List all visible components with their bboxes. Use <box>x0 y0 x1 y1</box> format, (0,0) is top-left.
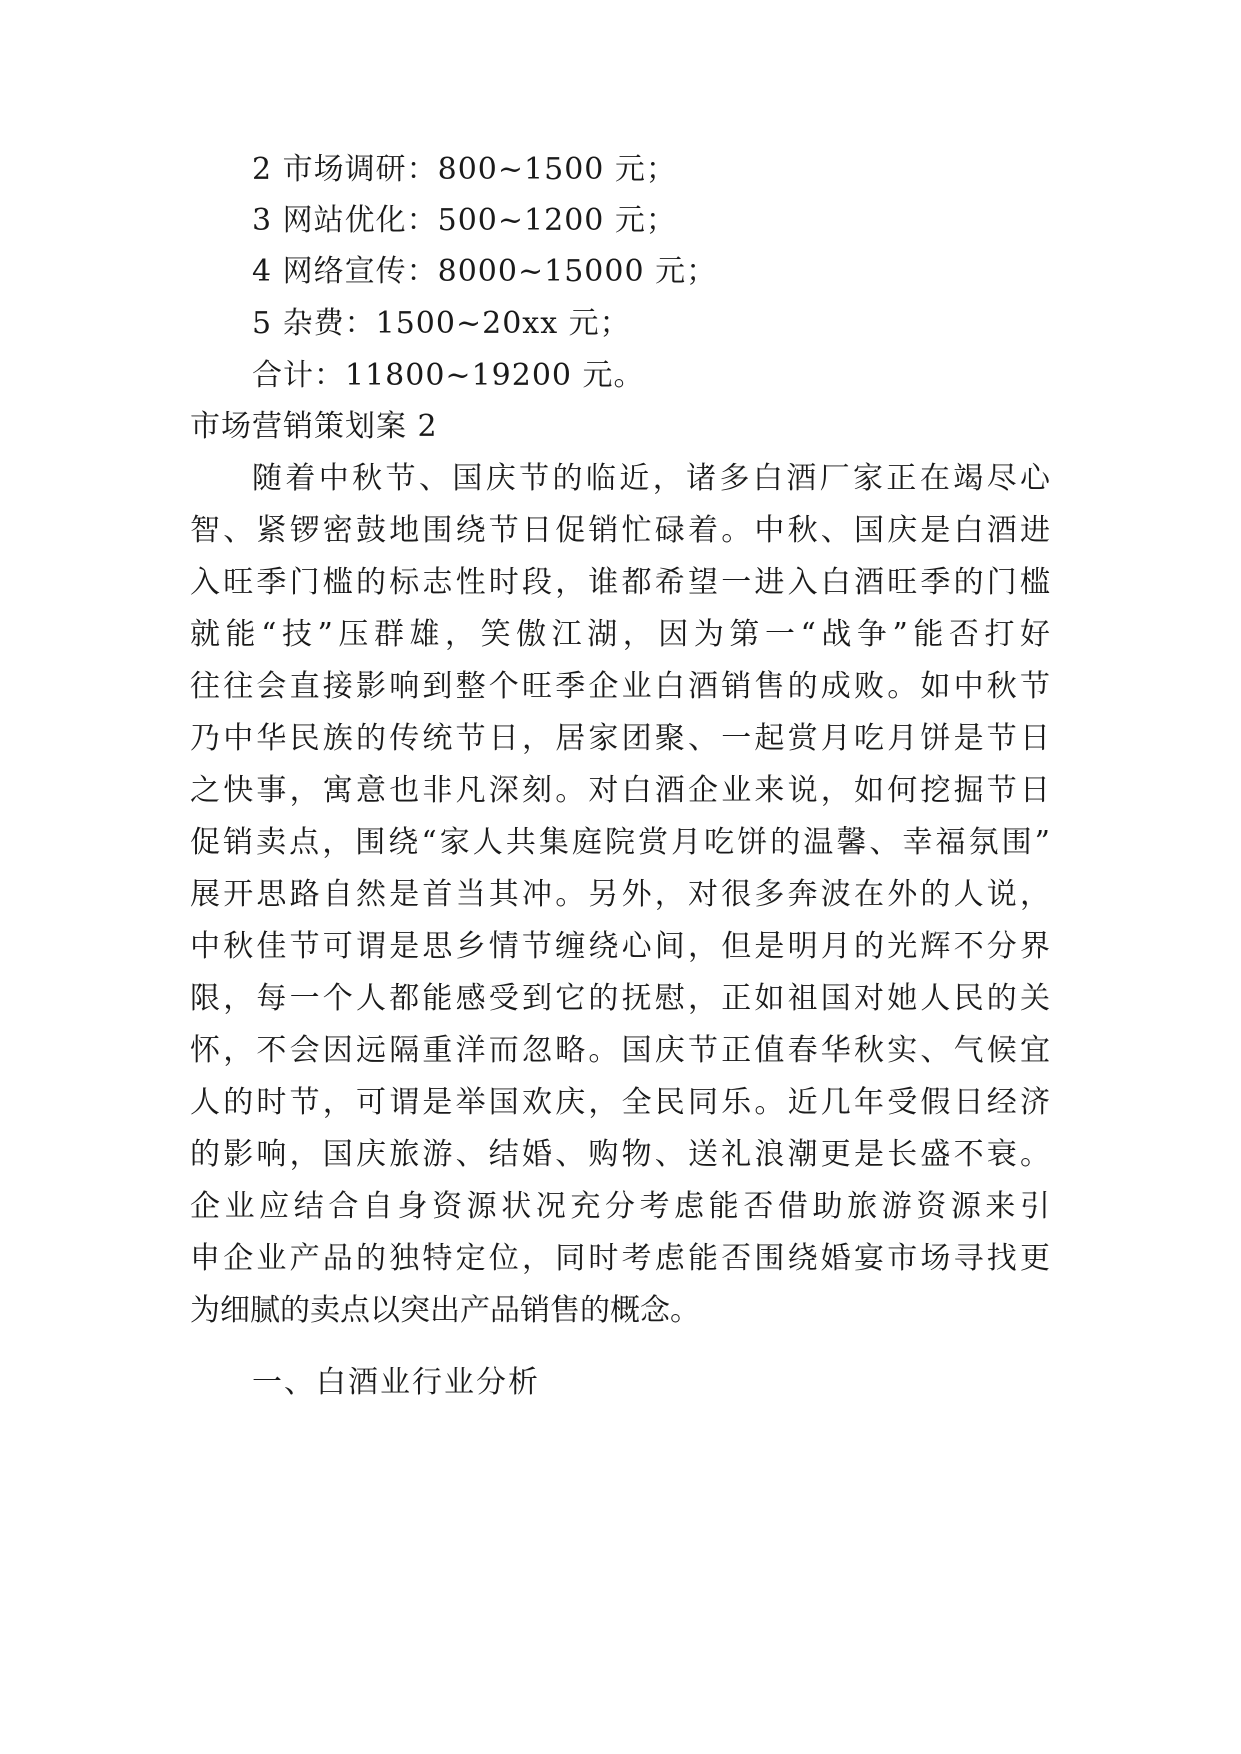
paragraph-line: 怀，不会因远隔重洋而忽略。国庆节正值春华秋实、气候宜 <box>190 1033 1050 1068</box>
paragraph-line: 为细腻的卖点以突出产品销售的概念。 <box>190 1293 700 1328</box>
paragraph-line: 入旺季门槛的标志性时段，谁都希望一进入白酒旺季的门槛 <box>190 565 1050 600</box>
paragraph-line: 随着中秋节、国庆节的临近，诸多白酒厂家正在竭尽心 <box>252 461 1050 496</box>
subheading-industry-analysis: 一、白酒业行业分析 <box>252 1365 540 1400</box>
paragraph-line: 企业应结合自身资源状况充分考虑能否借助旅游资源来引 <box>190 1189 1050 1224</box>
paragraph-line: 中秋佳节可谓是思乡情节缠绕心间，但是明月的光辉不分界 <box>190 929 1050 964</box>
paragraph-line: 促销卖点，围绕“家人共集庭院赏月吃饼的温馨、幸福氛围” <box>190 825 1050 860</box>
paragraph-line: 人的时节，可谓是举国欢庆，全民同乐。近几年受假日经济 <box>190 1085 1050 1120</box>
paragraph-line: 智、紧锣密鼓地围绕节日促销忙碌着。中秋、国庆是白酒进 <box>190 513 1050 548</box>
paragraph-line: 就能“技”压群雄，笑傲江湖，因为第一“战争”能否打好 <box>190 617 1050 652</box>
paragraph-line: 之快事，寓意也非凡深刻。对白酒企业来说，如何挖掘节日 <box>190 773 1050 808</box>
budget-total: 合计：11800~19200 元。 <box>252 358 645 393</box>
paragraph-line: 往往会直接影响到整个旺季企业白酒销售的成败。如中秋节 <box>190 669 1050 704</box>
paragraph-line: 乃中华民族的传统节日，居家团聚、一起赏月吃月饼是节日 <box>190 721 1050 756</box>
budget-item-online-promotion: 4 网络宣传：8000~15000 元； <box>252 254 718 289</box>
budget-item-market-research: 2 市场调研：800~1500 元； <box>252 152 677 187</box>
paragraph-line: 申企业产品的独特定位，同时考虑能否围绕婚宴市场寻找更 <box>190 1241 1050 1276</box>
budget-item-site-optimization: 3 网站优化：500~1200 元； <box>252 203 677 238</box>
paragraph-line: 展开思路自然是首当其冲。另外，对很多奔波在外的人说， <box>190 877 1050 912</box>
budget-item-misc-fees: 5 杂费：1500~20xx 元； <box>252 306 631 341</box>
section-title: 市场营销策划案 2 <box>190 409 438 444</box>
paragraph-line: 的影响，国庆旅游、结婚、购物、送礼浪潮更是长盛不衰。 <box>190 1137 1050 1172</box>
paragraph-line: 限，每一个人都能感受到它的抚慰，正如祖国对她人民的关 <box>190 981 1050 1016</box>
